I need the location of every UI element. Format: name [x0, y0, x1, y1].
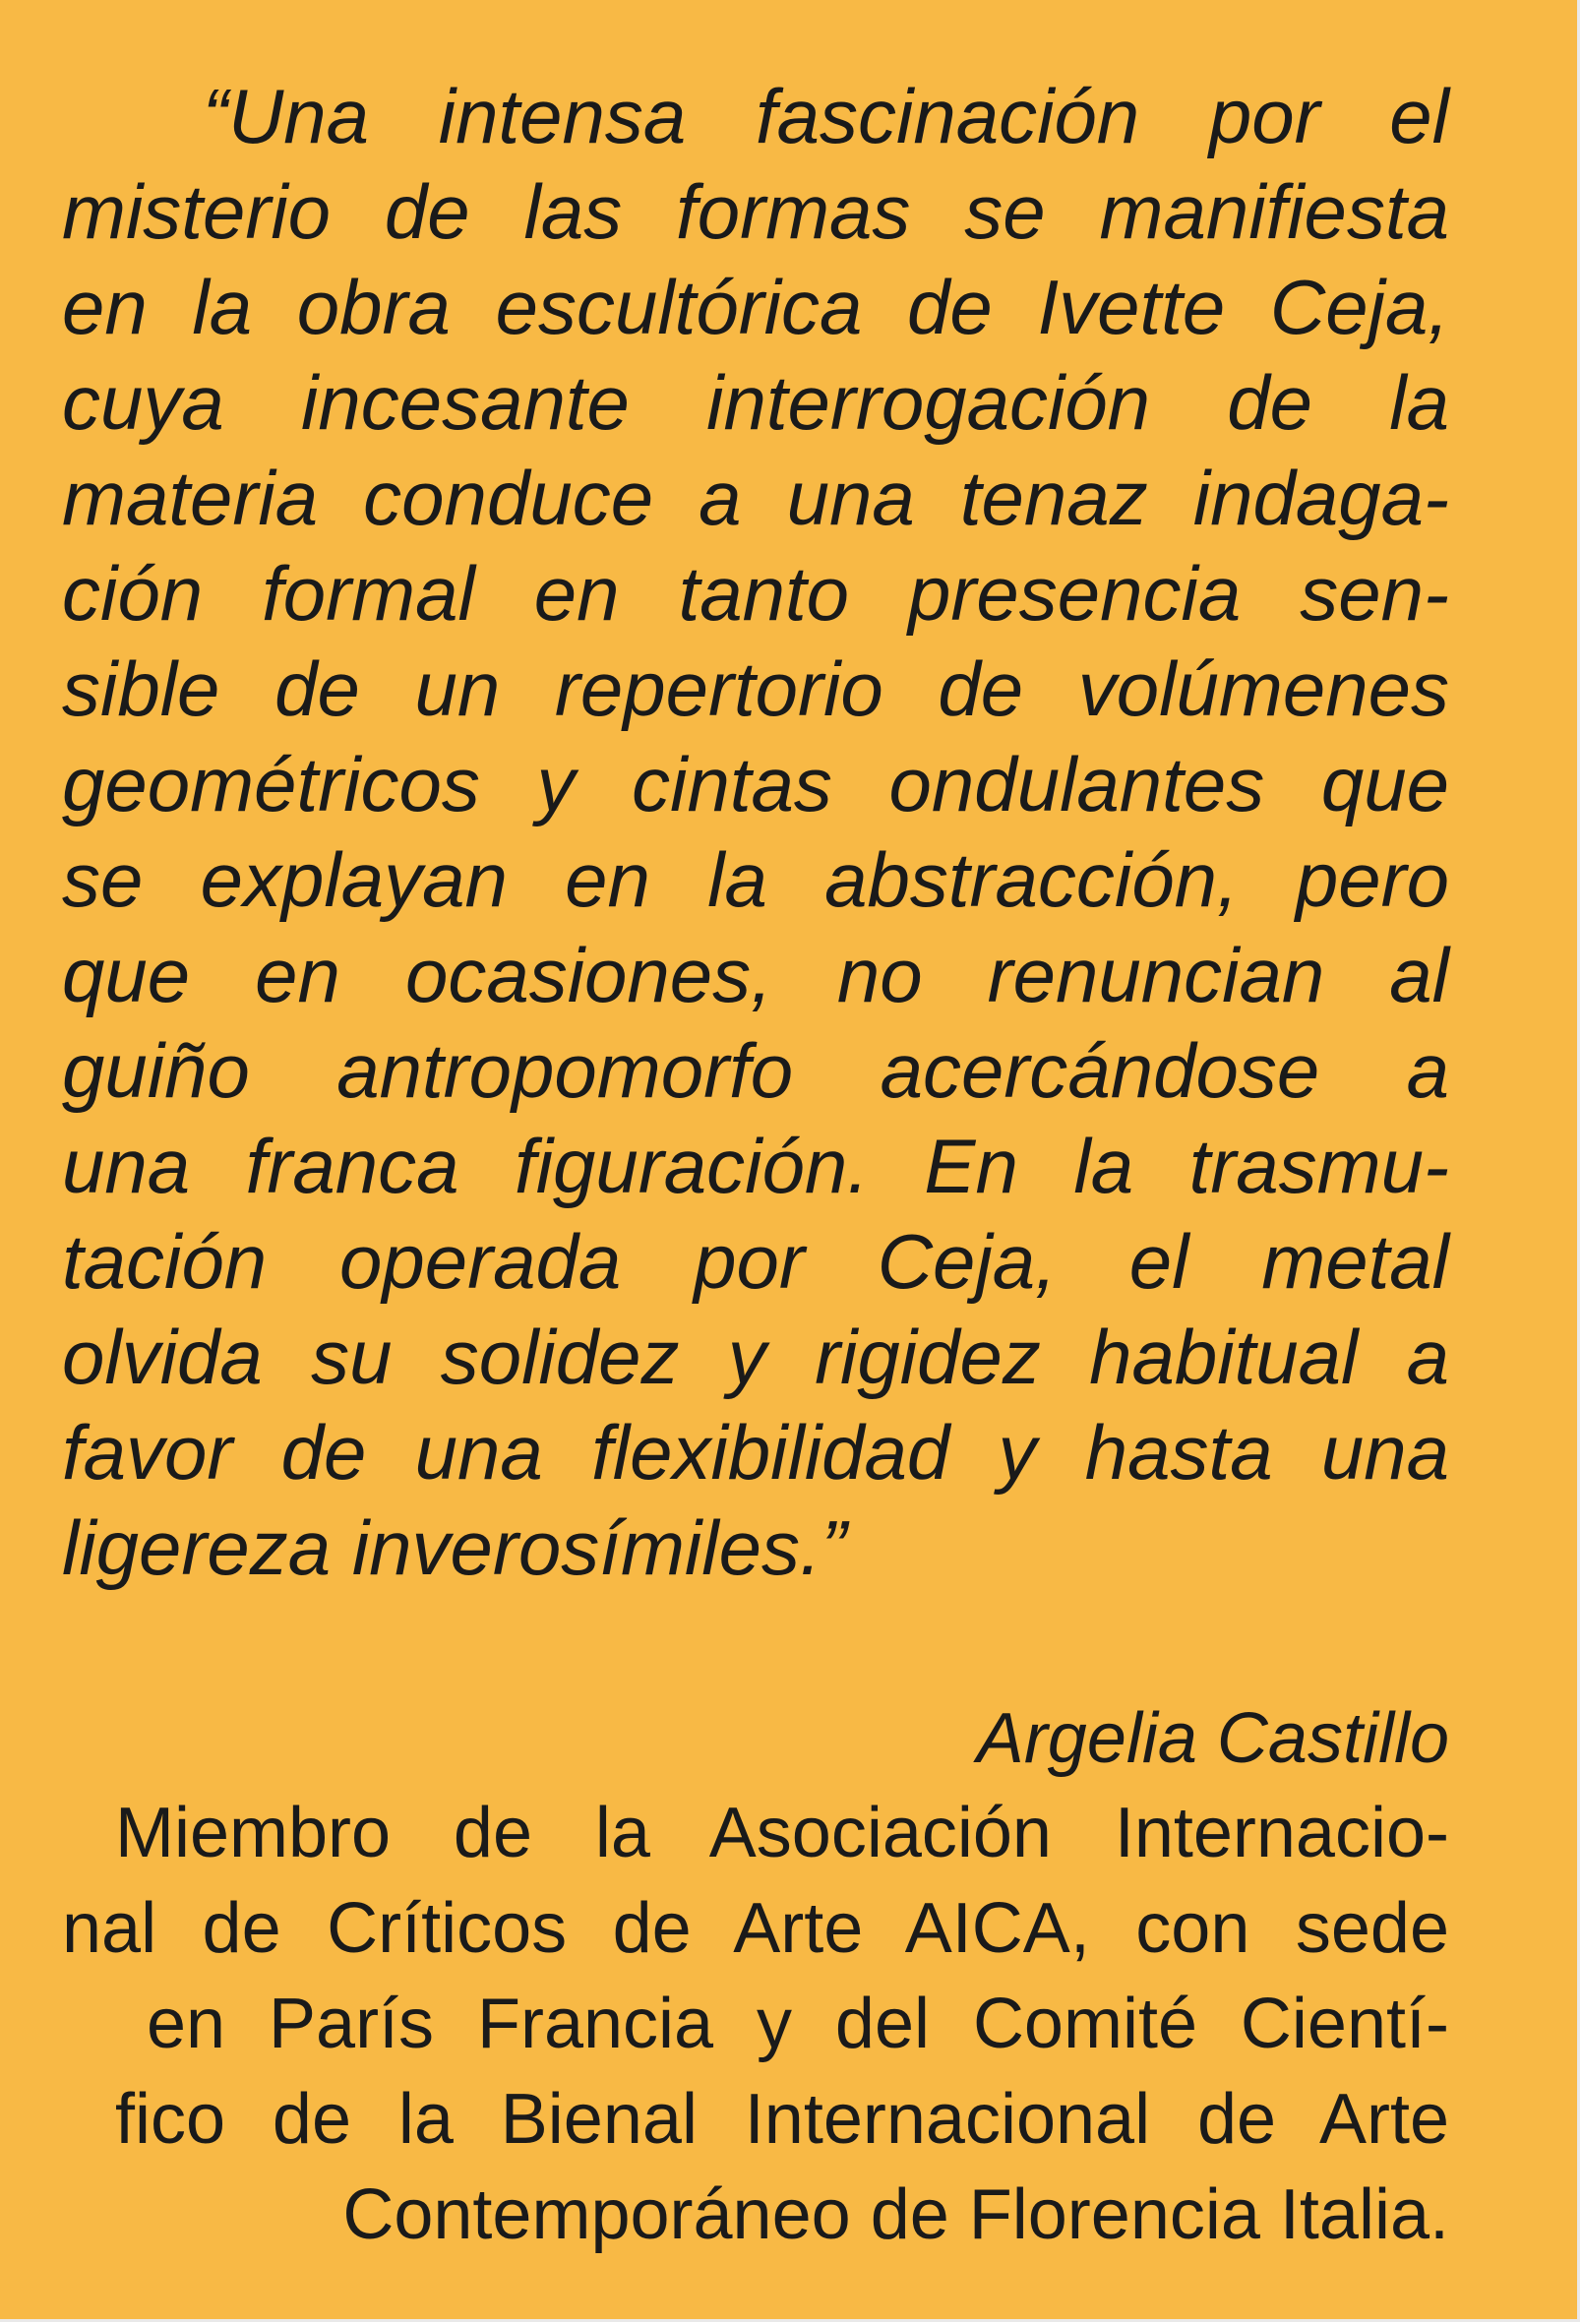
quote-line: se explayan en la abstracción, pero: [62, 836, 1449, 923]
author-affiliation: [62, 1786, 1449, 2263]
quote-line: cuya incesante interrogación de la: [62, 359, 1449, 446]
quote-line: materia conduce a una tenaz indaga-: [62, 455, 1449, 541]
quote-line: “Una intensa fascinación por el: [203, 73, 1449, 159]
quote-line: favor de una flexibilidad y hasta una: [62, 1409, 1449, 1496]
affiliation-line: Contemporáneo de Florencia Italia.: [342, 2175, 1449, 2254]
quote-line: sible de un repertorio de volúmenes: [62, 645, 1449, 732]
quote-line: ción formal en tanto presencia sen-: [62, 550, 1449, 637]
quote-line: que en ocasiones, no renuncian al: [62, 932, 1449, 1018]
quote-line: geométricos y cintas ondulantes que: [62, 741, 1449, 827]
author-name: Argelia Castillo: [976, 1699, 1449, 1778]
quote-line: misterio de las formas se manifiesta: [62, 168, 1449, 255]
quote-block: [62, 69, 1449, 1596]
quote-line: en la obra escultórica de Ivette Ceja,: [62, 264, 1449, 350]
quote-line: olvida su solidez y rigidez habitual a: [62, 1314, 1449, 1400]
affiliation-line: Miembro de la Asociación Internacio-: [115, 1794, 1449, 1872]
quote-line: una franca figuración. En la trasmu-: [62, 1123, 1449, 1209]
affiliation-line: nal de Críticos de Arte AICA, con sede: [62, 1889, 1449, 1968]
quote-line: tación operada por Ceja, el metal: [62, 1218, 1449, 1305]
affiliation-line: fico de la Bienal Internacional de Arte: [115, 2080, 1449, 2159]
quote-line: ligereza inverosímiles.”: [62, 1504, 847, 1591]
affiliation-line: en París Francia y del Comité Cientí-: [147, 1985, 1449, 2063]
quote-line: guiño antropomorfo acercándose a: [62, 1027, 1449, 1114]
